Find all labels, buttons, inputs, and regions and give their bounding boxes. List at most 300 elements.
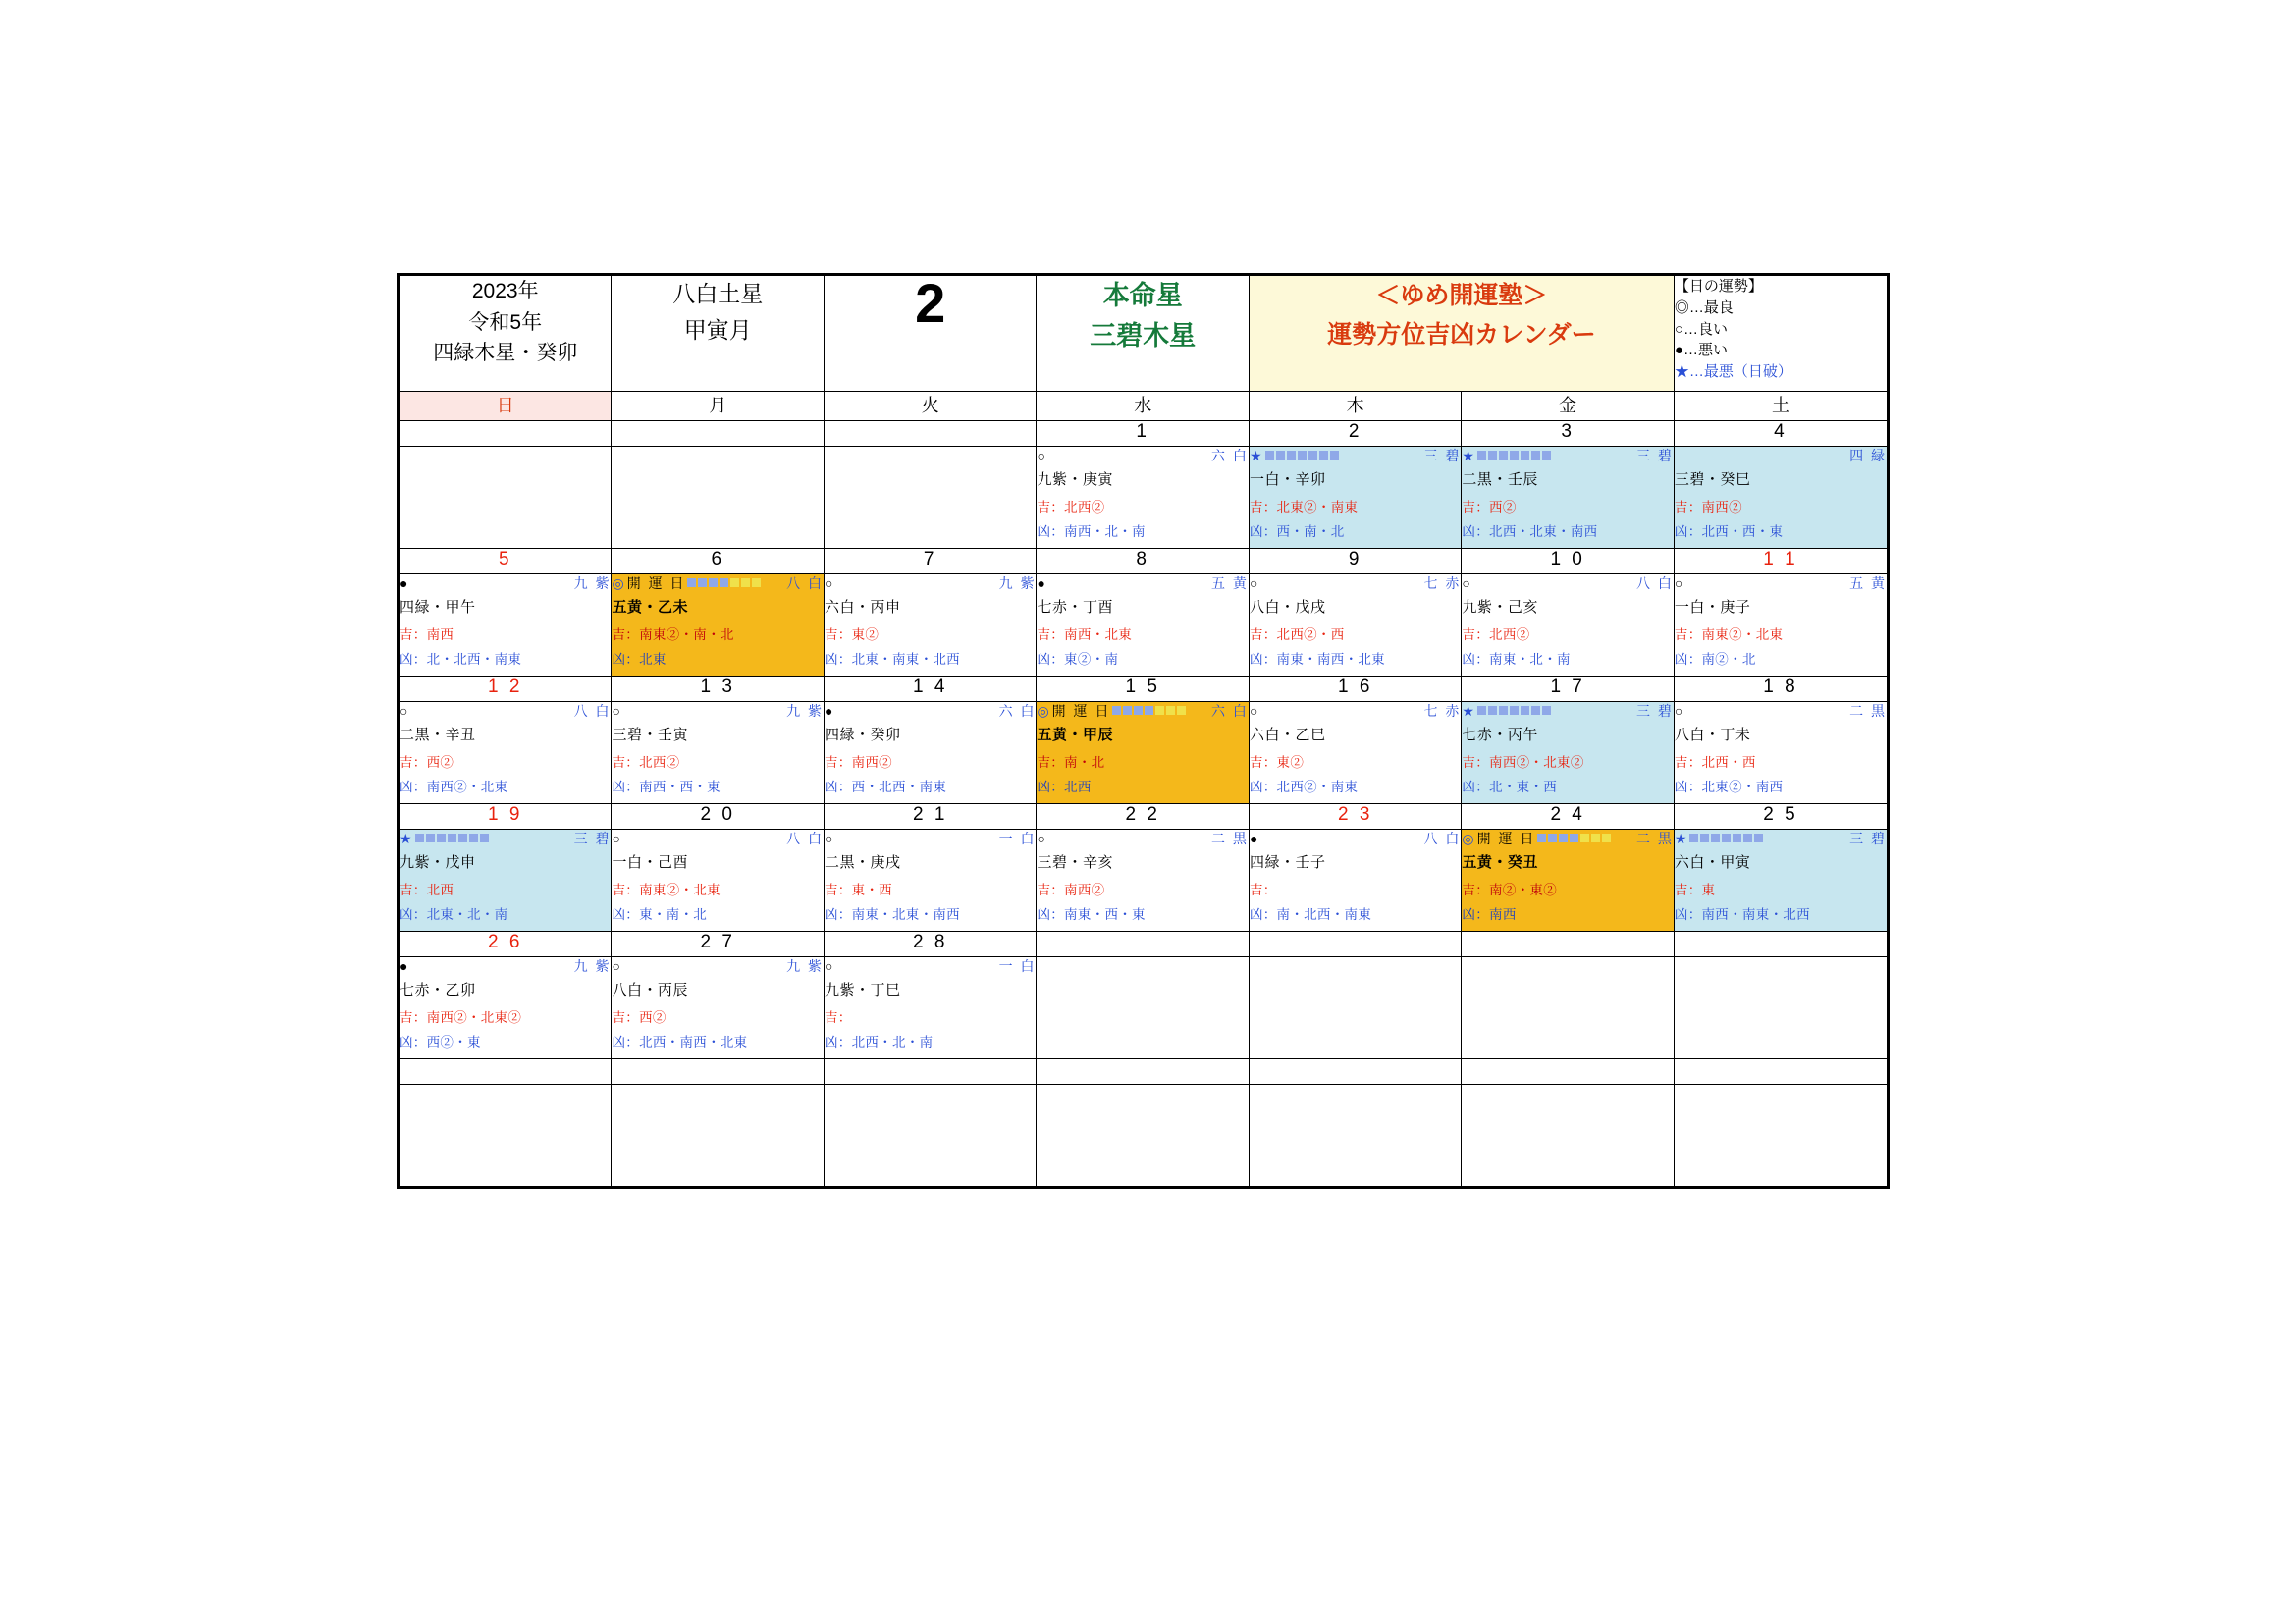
kichi-direction: 吉：北東②・南東 bbox=[1249, 500, 1359, 514]
day-cell[interactable] bbox=[824, 957, 1036, 1059]
kichi-direction: 吉： bbox=[1249, 883, 1277, 897]
day-top-line bbox=[612, 702, 823, 719]
date-number[interactable]: 9 bbox=[1249, 549, 1461, 574]
marker-square bbox=[1733, 834, 1741, 842]
day-cell[interactable] bbox=[1249, 830, 1461, 932]
kyusei-label: 一 白 bbox=[998, 957, 1037, 974]
fortune-mark: ◎ bbox=[612, 574, 625, 591]
fortune-mark: ○ bbox=[612, 830, 620, 846]
kyo-direction: 凶：南東・北・南 bbox=[1462, 652, 1571, 667]
day-cell[interactable] bbox=[1674, 830, 1887, 932]
kyo-direction: 凶：西②・東 bbox=[400, 1035, 481, 1050]
date-number[interactable]: 1 5 bbox=[1037, 677, 1249, 702]
day-cell[interactable] bbox=[612, 702, 824, 804]
marker-square bbox=[698, 578, 707, 587]
eto-label: 九紫・己亥 bbox=[1462, 599, 1538, 616]
day-top-line bbox=[400, 702, 611, 719]
day-cell-empty bbox=[1037, 957, 1249, 1059]
day-cell[interactable] bbox=[400, 574, 612, 677]
weekday-row bbox=[400, 392, 1888, 421]
day-detail-row bbox=[400, 957, 1888, 1059]
day-detail-row bbox=[400, 447, 1888, 549]
legend-item-bad: ●…悪い bbox=[1674, 342, 1728, 359]
fortune-mark: ○ bbox=[1249, 702, 1258, 719]
eto-label: 六白・丙申 bbox=[824, 599, 901, 616]
day-cell-empty bbox=[612, 1085, 824, 1187]
day-cell[interactable] bbox=[400, 957, 612, 1059]
kyusei-label: 四 緑 bbox=[1849, 447, 1887, 463]
header-month-name: 甲寅月 bbox=[683, 316, 752, 343]
marker-square bbox=[426, 834, 435, 842]
date-number-empty bbox=[1249, 932, 1461, 957]
kyusei-label: 六 白 bbox=[998, 702, 1037, 719]
fortune-mark: ○ bbox=[1037, 447, 1045, 463]
day-cell[interactable] bbox=[1674, 574, 1887, 677]
kichi-direction: 吉：南東②・北東 bbox=[1674, 627, 1784, 642]
fortune-mark: ★ bbox=[1462, 702, 1475, 719]
date-number[interactable]: 1 2 bbox=[400, 677, 612, 702]
date-number[interactable]: 2 0 bbox=[612, 804, 824, 830]
day-cell[interactable] bbox=[1037, 447, 1249, 549]
kichi-direction: 吉：南東②・南・北 bbox=[612, 627, 734, 642]
date-number[interactable]: 2 bbox=[1249, 421, 1461, 447]
header-month-number-block bbox=[824, 272, 1036, 392]
marker-square bbox=[1265, 451, 1274, 460]
fortune-mark: ○ bbox=[612, 702, 620, 719]
eto-label: 一白・己酉 bbox=[612, 854, 688, 871]
kyo-direction: 凶：南西・南東・北西 bbox=[1674, 907, 1810, 922]
marker-square bbox=[1319, 451, 1328, 460]
date-number[interactable]: 1 9 bbox=[400, 804, 612, 830]
day-cell-empty bbox=[400, 447, 612, 549]
day-cell[interactable] bbox=[612, 957, 824, 1059]
date-number[interactable]: 2 8 bbox=[824, 932, 1036, 957]
fortune-mark: ○ bbox=[1674, 574, 1683, 591]
marker-square bbox=[1689, 834, 1698, 842]
fortune-mark: ● bbox=[400, 574, 408, 591]
kyo-direction: 凶：東②・南 bbox=[1037, 652, 1119, 667]
date-number[interactable]: 1 7 bbox=[1462, 677, 1674, 702]
fortune-mark: ★ bbox=[1249, 447, 1263, 463]
kyo-direction: 凶：南②・北 bbox=[1674, 652, 1756, 667]
marker-square bbox=[1542, 451, 1551, 460]
day-cell[interactable] bbox=[824, 702, 1036, 804]
date-number[interactable]: 1 3 bbox=[612, 677, 824, 702]
day-cell[interactable] bbox=[1037, 574, 1249, 677]
fortune-mark: ◎ bbox=[1462, 830, 1475, 846]
marker-square bbox=[1521, 451, 1529, 460]
date-number[interactable]: 1 8 bbox=[1674, 677, 1887, 702]
day-cell[interactable] bbox=[400, 702, 612, 804]
day-cell-empty bbox=[1037, 1085, 1249, 1187]
day-cell[interactable] bbox=[1462, 447, 1674, 549]
eto-label: 四緑・壬子 bbox=[1249, 854, 1326, 871]
nichiha-marker bbox=[1462, 449, 1551, 462]
kyusei-label: 八 白 bbox=[786, 830, 824, 846]
marker-square bbox=[1488, 706, 1497, 715]
marker-square bbox=[1591, 834, 1600, 842]
day-cell-empty bbox=[612, 447, 824, 549]
eto-label: 九紫・丁巳 bbox=[824, 982, 901, 999]
marker-square bbox=[1287, 451, 1296, 460]
marker-square bbox=[1548, 834, 1557, 842]
day-top-line bbox=[612, 574, 823, 591]
date-number-empty bbox=[612, 421, 824, 447]
marker-square bbox=[1754, 834, 1763, 842]
fortune-mark: ★ bbox=[1674, 830, 1688, 846]
eto-label: 五黄・癸丑 bbox=[1462, 854, 1538, 871]
eto-label: 二黒・壬辰 bbox=[1462, 471, 1538, 488]
fortune-mark: ○ bbox=[1674, 702, 1683, 719]
date-number-empty bbox=[1462, 932, 1674, 957]
marker-square bbox=[1521, 706, 1529, 715]
weekday-sun: 日 bbox=[400, 392, 612, 421]
date-number[interactable]: 4 bbox=[1674, 421, 1887, 447]
eto-label: 七赤・乙卯 bbox=[400, 982, 476, 999]
kichi-direction: 吉：北西 bbox=[400, 883, 454, 897]
kyusei-label: 八 白 bbox=[786, 574, 824, 591]
day-detail-row bbox=[400, 702, 1888, 804]
fortune-mark: ★ bbox=[1462, 447, 1475, 463]
eto-label: 四緑・甲午 bbox=[400, 599, 476, 616]
marker-square bbox=[1537, 834, 1546, 842]
kichi-direction: 吉：南東②・北東 bbox=[612, 883, 721, 897]
eto-label: 二黒・辛丑 bbox=[400, 727, 476, 743]
marker-square bbox=[1330, 451, 1339, 460]
date-number[interactable]: 7 bbox=[824, 549, 1036, 574]
kyo-direction: 凶：北西 bbox=[1037, 780, 1092, 794]
kyo-direction: 凶：西・南・北 bbox=[1249, 524, 1345, 539]
eto-label: 一白・辛卯 bbox=[1249, 471, 1326, 488]
weekday-fri: 金 bbox=[1462, 392, 1674, 421]
fortune-mark: ● bbox=[400, 957, 408, 974]
date-number-empty bbox=[1249, 1059, 1461, 1085]
day-top-line bbox=[400, 830, 611, 846]
marker-square bbox=[1123, 706, 1132, 715]
kyo-direction: 凶：南西 bbox=[1462, 907, 1517, 922]
marker-square bbox=[1542, 706, 1551, 715]
day-top-line bbox=[1250, 447, 1461, 463]
nichiha-marker bbox=[1250, 449, 1339, 462]
marker-square bbox=[1700, 834, 1709, 842]
day-cell-empty bbox=[1674, 957, 1887, 1059]
header-year-block bbox=[400, 276, 612, 392]
kichi-direction: 吉：南西②・北東② bbox=[1462, 755, 1584, 770]
day-detail-row bbox=[400, 830, 1888, 932]
kyusei-label: 八 白 bbox=[1636, 574, 1674, 591]
eto-label: 六白・乙巳 bbox=[1249, 727, 1326, 743]
kyusei-label: 九 紫 bbox=[573, 957, 612, 974]
day-top-line bbox=[612, 957, 823, 974]
day-cell-empty bbox=[1674, 1085, 1887, 1187]
calendar-container bbox=[397, 273, 1890, 1189]
fortune-mark: ◎ bbox=[1037, 702, 1050, 719]
jyuku-name: ＜ゆめ開運塾＞ bbox=[1375, 282, 1548, 309]
marker-square bbox=[1570, 834, 1578, 842]
marker-square bbox=[1510, 706, 1519, 715]
eto-label: 八白・丙辰 bbox=[612, 982, 688, 999]
day-cell-empty bbox=[1249, 957, 1461, 1059]
day-top-line bbox=[1462, 830, 1673, 846]
date-number-empty bbox=[1037, 1059, 1249, 1085]
day-top-line bbox=[1462, 702, 1673, 719]
day-detail-row bbox=[400, 574, 1888, 677]
marker-square bbox=[741, 578, 750, 587]
blank-detail-row bbox=[400, 1085, 1888, 1187]
date-number[interactable]: 1 4 bbox=[824, 677, 1036, 702]
marker-square bbox=[415, 834, 424, 842]
day-cell[interactable] bbox=[824, 574, 1036, 677]
fortune-mark: ★ bbox=[400, 830, 413, 846]
kyo-direction: 凶：北西・北・南 bbox=[824, 1035, 934, 1050]
day-top-line bbox=[1250, 830, 1461, 846]
eto-label: 六白・甲寅 bbox=[1674, 854, 1751, 871]
day-cell[interactable] bbox=[1249, 447, 1461, 549]
legend-item-best: ◎…最良 bbox=[1674, 298, 1734, 316]
marker-square bbox=[469, 834, 478, 842]
marker-square bbox=[1531, 451, 1540, 460]
eto-label: 七赤・丙午 bbox=[1462, 727, 1538, 743]
weekday-wed: 水 bbox=[1037, 392, 1249, 421]
day-cell[interactable] bbox=[824, 830, 1036, 932]
kyusei-label: 五 黄 bbox=[1211, 574, 1249, 591]
kichi-direction: 吉：北西② bbox=[1037, 500, 1105, 514]
marker-square bbox=[1155, 706, 1164, 715]
date-number[interactable]: 2 7 bbox=[612, 932, 824, 957]
kyo-direction: 凶：南東・南西・北東 bbox=[1249, 652, 1385, 667]
kyo-direction: 凶：南西・西・東 bbox=[612, 780, 721, 794]
day-cell[interactable] bbox=[1462, 702, 1674, 804]
marker-square bbox=[1177, 706, 1186, 715]
kyusei-label: 五 黄 bbox=[1849, 574, 1887, 591]
marker-square bbox=[1477, 706, 1486, 715]
kyusei-label: 九 紫 bbox=[998, 574, 1037, 591]
eto-label: 三碧・辛亥 bbox=[1037, 854, 1113, 871]
kyo-direction: 凶：北東・南東・北西 bbox=[824, 652, 960, 667]
kyo-direction: 凶：東・南・北 bbox=[612, 907, 708, 922]
kyusei-label: 九 紫 bbox=[573, 574, 612, 591]
day-cell[interactable] bbox=[612, 830, 824, 932]
marker-square bbox=[1711, 834, 1720, 842]
marker-square bbox=[1510, 451, 1519, 460]
day-top-line bbox=[1675, 702, 1887, 719]
fortune-mark: ● bbox=[824, 702, 833, 719]
date-number-empty bbox=[612, 1059, 824, 1085]
kichi-direction: 吉：西② bbox=[400, 755, 454, 770]
marker-square bbox=[1477, 451, 1486, 460]
eto-label: 二黒・庚戌 bbox=[824, 854, 901, 871]
marker-square bbox=[730, 578, 739, 587]
marker-square bbox=[1531, 706, 1540, 715]
kyo-direction: 凶：南東・北東・南西 bbox=[824, 907, 960, 922]
day-top-line bbox=[400, 574, 611, 591]
date-number[interactable]: 1 6 bbox=[1249, 677, 1461, 702]
header-month-star-block bbox=[612, 276, 824, 392]
day-cell[interactable] bbox=[1037, 830, 1249, 932]
day-cell[interactable] bbox=[1674, 702, 1887, 804]
calendar-table bbox=[399, 272, 1888, 1187]
kyo-direction: 凶：北西・北東・南西 bbox=[1462, 524, 1598, 539]
fortune-mark: ○ bbox=[1037, 830, 1045, 846]
day-cell-empty bbox=[1462, 1085, 1674, 1187]
kyo-direction: 凶：北東②・南西 bbox=[1674, 780, 1784, 794]
kichi-direction: 吉：東 bbox=[1674, 883, 1716, 897]
eto-label: 四緑・癸卯 bbox=[824, 727, 901, 743]
marker-square bbox=[1298, 451, 1307, 460]
day-cell[interactable] bbox=[1037, 702, 1249, 804]
kichi-direction: 吉：東② bbox=[1249, 755, 1305, 770]
kyo-direction: 凶：北西②・南東 bbox=[1249, 780, 1359, 794]
date-number[interactable]: 2 6 bbox=[400, 932, 612, 957]
day-top-line bbox=[1462, 574, 1673, 591]
day-cell[interactable] bbox=[1249, 702, 1461, 804]
kichi-direction: 吉：南西② bbox=[1037, 883, 1105, 897]
kyo-direction: 凶：南東・西・東 bbox=[1037, 907, 1146, 922]
marker-square bbox=[709, 578, 718, 587]
kyo-direction: 凶：南西・北・南 bbox=[1037, 524, 1146, 539]
kichi-direction: 吉：北西② bbox=[612, 755, 680, 770]
date-number[interactable]: 1 0 bbox=[1462, 549, 1674, 574]
marker-square bbox=[1276, 451, 1285, 460]
day-cell[interactable] bbox=[1249, 574, 1461, 677]
date-number-empty bbox=[1674, 1059, 1887, 1085]
day-cell-empty bbox=[1249, 1085, 1461, 1187]
marker-square bbox=[1488, 451, 1497, 460]
day-cell[interactable] bbox=[612, 574, 824, 677]
date-number-empty bbox=[824, 1059, 1036, 1085]
date-number[interactable]: 1 1 bbox=[1674, 549, 1887, 574]
weekday-sat: 土 bbox=[1674, 392, 1887, 421]
date-number-empty bbox=[1037, 932, 1249, 957]
day-top-line bbox=[1037, 447, 1248, 463]
marker-square bbox=[1166, 706, 1175, 715]
kyo-direction: 凶：北東・北・南 bbox=[400, 907, 508, 922]
day-top-line bbox=[825, 702, 1036, 719]
fortune-mark: ○ bbox=[824, 830, 833, 846]
day-cell[interactable] bbox=[1674, 447, 1887, 549]
date-number[interactable]: 2 4 bbox=[1462, 804, 1674, 830]
day-top-line bbox=[1037, 830, 1248, 846]
weekday-thu: 木 bbox=[1249, 392, 1461, 421]
fortune-mark: ○ bbox=[400, 702, 408, 719]
day-top-line bbox=[1037, 574, 1248, 591]
date-number-empty bbox=[824, 421, 1036, 447]
marker-square bbox=[458, 834, 467, 842]
marker-square bbox=[1112, 706, 1121, 715]
date-number[interactable]: 6 bbox=[612, 549, 824, 574]
date-number[interactable]: 8 bbox=[1037, 549, 1249, 574]
day-top-line bbox=[612, 830, 823, 846]
kyusei-label: 八 白 bbox=[573, 702, 612, 719]
page-title: 運勢方位吉凶カレンダー bbox=[1327, 321, 1596, 349]
kyusei-label: 三 碧 bbox=[1849, 830, 1887, 846]
day-cell[interactable] bbox=[400, 830, 612, 932]
day-cell-empty bbox=[400, 1085, 612, 1187]
kyo-direction: 凶：北・東・西 bbox=[1462, 780, 1558, 794]
fortune-mark: ○ bbox=[1249, 574, 1258, 591]
marker-square bbox=[720, 578, 728, 587]
kichi-direction: 吉：北西・西 bbox=[1674, 755, 1756, 770]
kyusei-label: 二 黒 bbox=[1211, 830, 1249, 846]
day-top-line bbox=[825, 957, 1036, 974]
fortune-mark: ● bbox=[1037, 574, 1045, 591]
kyo-direction: 凶：西・北西・南東 bbox=[824, 780, 947, 794]
eto-label: 九紫・庚寅 bbox=[1037, 471, 1113, 488]
marker-square bbox=[687, 578, 696, 587]
kyusei-label: 三 碧 bbox=[1636, 447, 1674, 463]
day-cell-empty bbox=[1462, 957, 1674, 1059]
day-cell[interactable] bbox=[1462, 574, 1674, 677]
header-year: 2023年 bbox=[471, 280, 539, 302]
date-number-empty bbox=[400, 421, 612, 447]
date-number[interactable]: 2 3 bbox=[1249, 804, 1461, 830]
marker-square bbox=[752, 578, 761, 587]
legend-item-good: ○…良い bbox=[1674, 320, 1728, 338]
marker-square bbox=[480, 834, 489, 842]
fortune-mark: ○ bbox=[824, 574, 833, 591]
marker-square bbox=[1308, 451, 1317, 460]
fortune-mark: ○ bbox=[612, 957, 620, 974]
honmei-star: 三碧木星 bbox=[1090, 320, 1197, 351]
day-cell[interactable] bbox=[1462, 830, 1674, 932]
eto-label: 七赤・丁酉 bbox=[1037, 599, 1113, 616]
kaiun-marker bbox=[1037, 701, 1186, 721]
kaiun-label: 開 運 日 bbox=[626, 574, 686, 591]
marker-square bbox=[1580, 834, 1589, 842]
kyo-direction: 凶：北東 bbox=[612, 652, 667, 667]
date-number[interactable]: 5 bbox=[400, 549, 612, 574]
day-cell-empty bbox=[824, 1085, 1036, 1187]
date-number[interactable]: 2 5 bbox=[1674, 804, 1887, 830]
legend-title: 【日の運勢】 bbox=[1674, 278, 1763, 295]
kyusei-label: 三 碧 bbox=[1636, 702, 1674, 719]
kyusei-label: 一 白 bbox=[998, 830, 1037, 846]
header-title-block bbox=[1249, 276, 1674, 392]
header-era: 令和5年 bbox=[468, 310, 543, 334]
kichi-direction: 吉：南西② bbox=[1674, 500, 1742, 514]
header-month-star: 八白土星 bbox=[672, 281, 764, 306]
calendar-header-row bbox=[400, 276, 1888, 392]
date-number[interactable]: 3 bbox=[1462, 421, 1674, 447]
kyusei-label: 九 紫 bbox=[786, 957, 824, 974]
day-top-line bbox=[825, 830, 1036, 846]
eto-label: 九紫・戊申 bbox=[400, 854, 476, 871]
kichi-direction: 吉：南西② bbox=[824, 755, 892, 770]
weekday-tue: 火 bbox=[824, 392, 1036, 421]
eto-label: 三碧・癸巳 bbox=[1674, 471, 1751, 488]
date-number[interactable]: 1 bbox=[1037, 421, 1249, 447]
marker-square bbox=[1145, 706, 1153, 715]
eto-label: 五黄・乙未 bbox=[612, 599, 688, 616]
kichi-direction: 吉：南②・東② bbox=[1462, 883, 1558, 897]
kichi-direction: 吉：南西②・北東② bbox=[400, 1010, 522, 1025]
kyo-direction: 凶：北・北西・南東 bbox=[400, 652, 522, 667]
date-number-row bbox=[400, 932, 1888, 957]
marker-square bbox=[1499, 451, 1508, 460]
marker-square bbox=[437, 834, 446, 842]
eto-label: 八白・丁未 bbox=[1674, 727, 1751, 743]
kichi-direction: 吉：南西・北東 bbox=[1037, 627, 1133, 642]
eto-label: 一白・庚子 bbox=[1674, 599, 1751, 616]
kaiun-label: 開 運 日 bbox=[1476, 830, 1536, 846]
date-number[interactable]: 2 2 bbox=[1037, 804, 1249, 830]
kichi-direction: 吉：西② bbox=[1462, 500, 1517, 514]
kyusei-label: 九 紫 bbox=[786, 702, 824, 719]
day-top-line bbox=[1675, 574, 1887, 591]
kyusei-label: 八 白 bbox=[1423, 830, 1462, 846]
kyo-direction: 凶：北西・西・東 bbox=[1674, 524, 1784, 539]
date-number[interactable]: 2 1 bbox=[824, 804, 1036, 830]
